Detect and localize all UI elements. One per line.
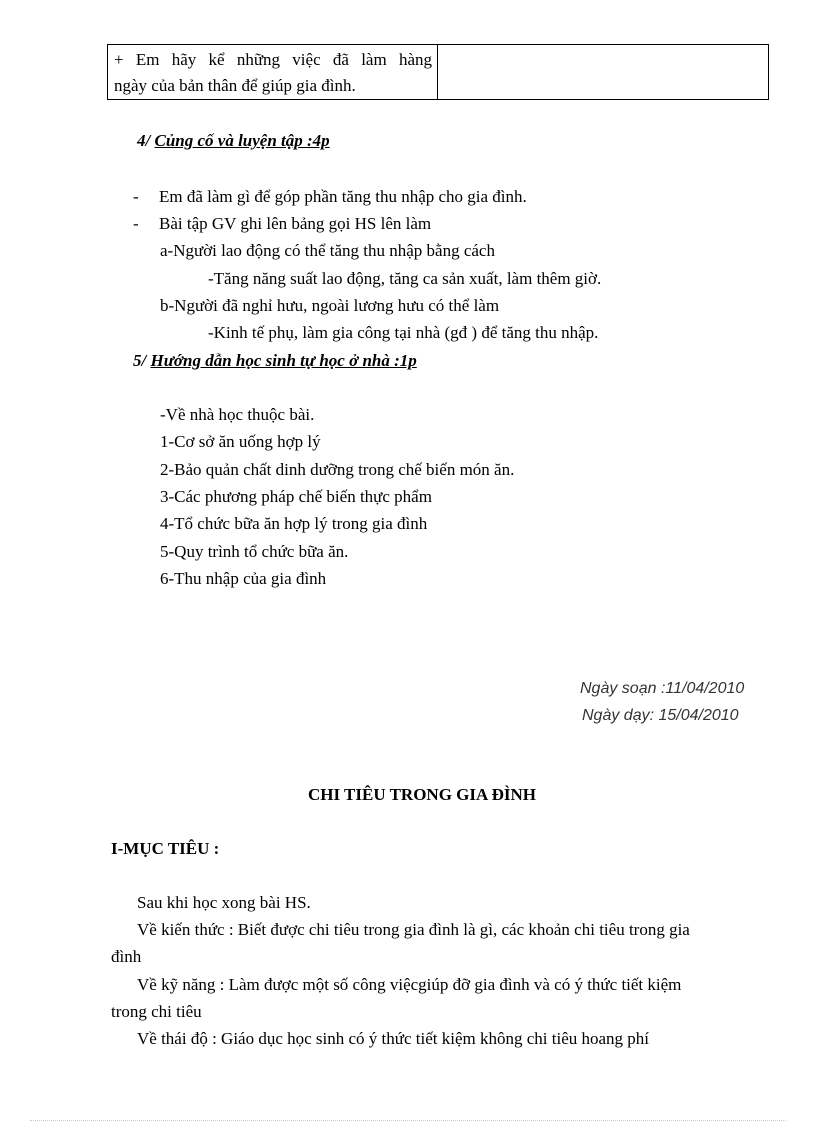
section4-heading: 4/ Củng cố và luyện tập :4p	[137, 131, 330, 150]
homework-item: 2-Bảo quản chất dinh dưỡng trong chế biến món ăn.	[160, 460, 515, 479]
exercise-b: b-Người đã nghỉ hưu, ngoài lương hưu có thể làm	[160, 296, 500, 315]
date-taught: Ngày dạy: 15/04/2010	[582, 707, 739, 724]
homework-item: 3-Các phương pháp chế biến thực phẩm	[160, 487, 432, 506]
homework-item: 6-Thu nhập của gia đình	[160, 569, 327, 588]
objective-intro: Sau khi học xong bài HS.	[137, 893, 311, 912]
homework-item: -Về nhà học thuộc bài.	[160, 405, 315, 424]
homework-item: 4-Tổ chức bữa ăn hợp lý trong gia đình	[160, 514, 428, 533]
activity-table	[107, 44, 769, 100]
knowledge-line1: Về kiến thức : Biết được chi tiêu trong gia đình là gì, các khoản chi tiêu trong gia	[137, 920, 690, 939]
table-cell-text-line2: ngày của bản thân để giúp gia đình.	[114, 76, 356, 95]
table-cell-text-line1: + Em hãy kể những việc đã làm hàng	[114, 50, 432, 69]
skill-line2: trong chi tiêu	[111, 1002, 202, 1021]
bullet-item: Em đã làm gì để góp phần tăng thu nhập cho gia đình.	[159, 187, 527, 206]
skill-line1: Về kỹ năng : Làm được một số công việcgiúp đỡ gia đình và có ý thức tiết kiệm	[137, 975, 682, 994]
exercise-a: a-Người lao động có thể tăng thu nhập bằng cách	[160, 241, 495, 260]
homework-item: 1-Cơ sở ăn uống hợp lý	[160, 432, 321, 451]
bullet-dash: -	[133, 214, 139, 233]
section5-heading: 5/ Hướng dẫn học sinh tự học ở nhà :1p	[133, 351, 417, 370]
bullet-dash: -	[133, 187, 139, 206]
homework-item: 5-Quy trình tổ chức bữa ăn.	[160, 542, 349, 561]
attitude-line: Về thái độ : Giáo dục học sinh có ý thức tiết kiệm không chi tiêu hoang phí	[137, 1029, 650, 1048]
lesson-title: CHI TIÊU TRONG GIA ĐÌNH	[308, 785, 536, 804]
objective-heading: I-MỤC TIÊU :	[111, 839, 220, 858]
exercise-b-detail: -Kinh tế phụ, làm gia công tại nhà (gđ ) để tăng thu nhập.	[208, 323, 599, 342]
date-prepared: Ngày soạn :11/04/2010	[580, 680, 745, 697]
knowledge-line2: đình	[111, 947, 142, 966]
exercise-a-detail: -Tăng năng suất lao động, tăng ca sản xuất, làm thêm giờ.	[208, 269, 602, 288]
table-divider	[437, 45, 438, 99]
bullet-item: Bài tập GV ghi lên bảng gọi HS lên làm	[159, 214, 432, 233]
page-edge-dots	[30, 1120, 786, 1121]
